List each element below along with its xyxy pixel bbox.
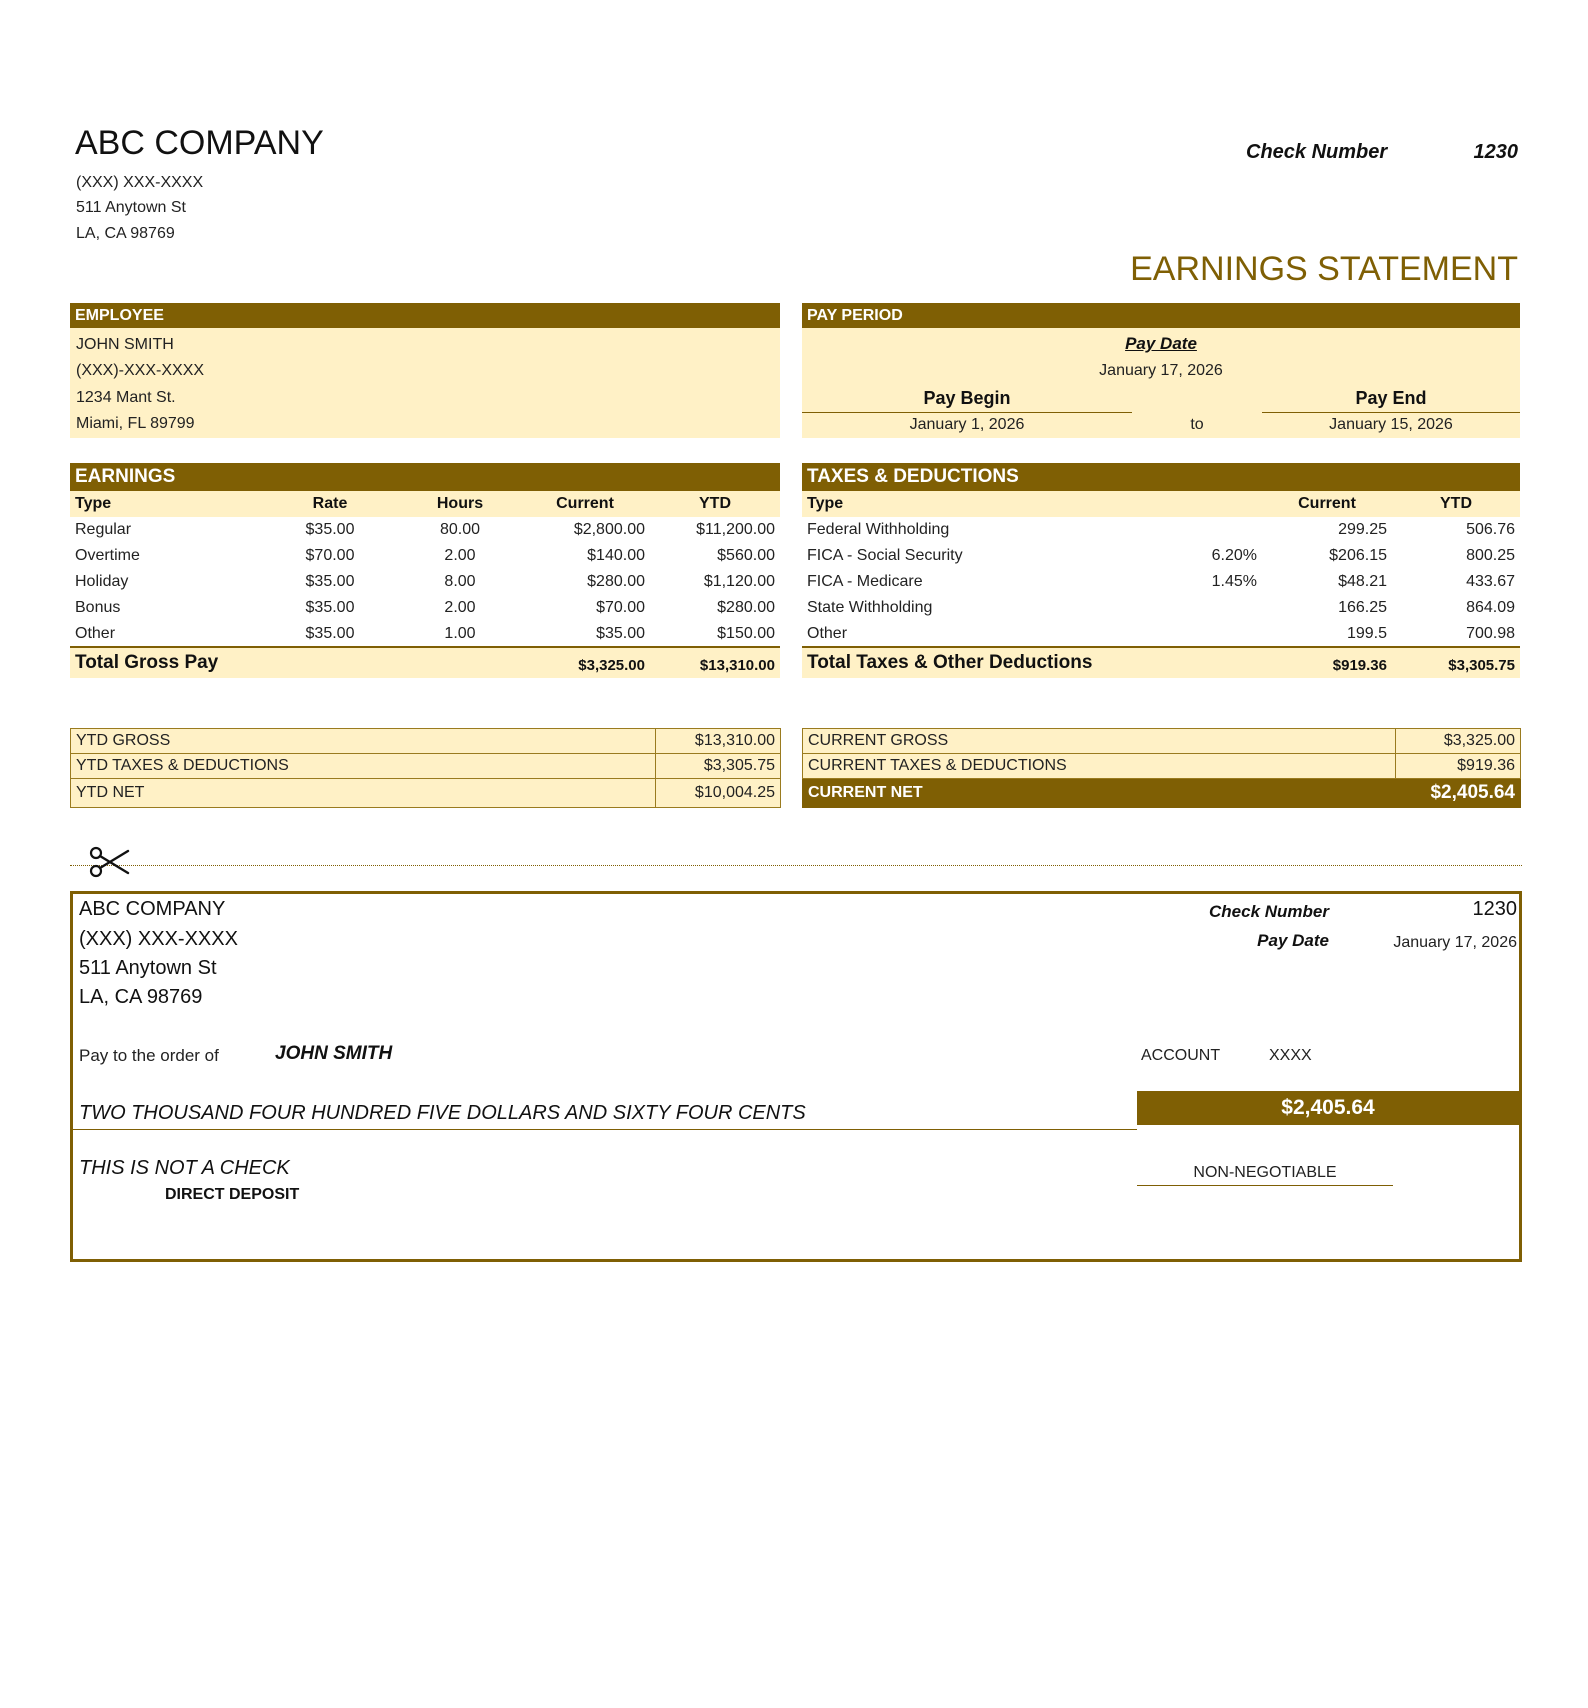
ytd-gross-row <box>71 729 781 754</box>
ytd-summary-table <box>70 728 781 808</box>
table-cell: 1.00 <box>444 624 476 642</box>
account-label: ACCOUNT <box>1141 1047 1221 1064</box>
current-gross-value: $3,325.00 <box>1396 729 1521 754</box>
non-negotiable: NON-NEGOTIABLE <box>1193 1164 1337 1181</box>
column-header: Type <box>75 495 112 512</box>
table-row <box>802 621 1520 647</box>
table-cell: 80.00 <box>439 521 481 538</box>
table-cell: Other <box>807 624 848 642</box>
table-cell: $280.00 <box>717 599 775 616</box>
ytd-net-label: YTD NET <box>71 779 656 808</box>
column-header: Hours <box>436 495 484 512</box>
ytd-gross-label: YTD GROSS <box>71 729 656 754</box>
check-number-label: Check Number <box>1246 141 1388 163</box>
table-cell: Federal Withholding <box>807 521 950 538</box>
pay-date-label: Pay Date <box>1125 334 1197 353</box>
company-city: LA, CA 98769 <box>76 225 175 242</box>
check-amount: $2,405.64 <box>1137 1091 1519 1125</box>
table-cell: 700.98 <box>1466 624 1515 642</box>
employee-panel <box>70 328 780 438</box>
table-cell: Overtime <box>75 547 140 564</box>
table-cell: 2.00 <box>444 547 476 564</box>
pay-period-to: to <box>1190 416 1204 433</box>
table-cell: 800.25 <box>1466 547 1515 564</box>
table-row <box>802 543 1520 569</box>
amount-in-words: TWO THOUSAND FOUR HUNDRED FIVE DOLLARS AND SIXTY FOUR CENTS <box>79 1102 806 1124</box>
pay-end-rule <box>1262 412 1520 413</box>
company-phone: (XXX) XXX-XXXX <box>76 174 204 191</box>
table-cell: Bonus <box>75 599 121 616</box>
column-header: YTD <box>1440 495 1472 512</box>
table-cell: $48.21 <box>1338 573 1387 590</box>
table-cell: $35.00 <box>305 599 355 616</box>
pay-end-value: January 15, 2026 <box>1329 416 1453 433</box>
column-header <box>1162 491 1262 517</box>
company-name: ABC COMPANY <box>75 124 324 162</box>
table-cell: 433.67 <box>1466 573 1515 590</box>
table-cell: 299.25 <box>1338 521 1387 538</box>
table-cell: $35.00 <box>305 521 355 538</box>
table-cell: 2.00 <box>444 599 476 616</box>
table-cell: $70.00 <box>305 547 355 564</box>
table-cell: Holiday <box>75 573 129 590</box>
table-cell: $206.15 <box>1329 547 1387 564</box>
check-pay-date-value: January 17, 2026 <box>1393 934 1517 951</box>
table-cell: 1.45% <box>1211 573 1257 590</box>
table-cell: 506.76 <box>1466 521 1515 538</box>
ytd-gross-value: $13,310.00 <box>656 729 781 754</box>
check-pay-date-label: Pay Date <box>1257 931 1329 950</box>
company-street: 511 Anytown St <box>76 199 186 216</box>
amount-words-rule <box>73 1129 1137 1130</box>
table-row <box>70 621 780 647</box>
table-row <box>802 595 1520 621</box>
ytd-taxes-row <box>71 754 781 779</box>
pay-to-label: Pay to the order of <box>79 1046 219 1065</box>
payee-name: JOHN SMITH <box>275 1043 393 1064</box>
table-cell: 8.00 <box>444 573 476 590</box>
employee-header: EMPLOYEE <box>70 303 780 328</box>
employee-street: 1234 Mant St. <box>76 389 176 406</box>
column-header: Rate <box>312 495 348 512</box>
ytd-taxes-value: $3,305.75 <box>656 754 781 779</box>
signature-line <box>1137 1185 1393 1186</box>
check-number-value: 1230 <box>1473 141 1518 163</box>
table-cell: $280.00 <box>587 573 645 590</box>
earnings-header-row <box>70 491 780 517</box>
total-gross-current: $3,325.00 <box>578 657 645 674</box>
scissors-icon <box>88 845 132 879</box>
earnings-total-row <box>70 647 780 678</box>
earnings-header: EARNINGS <box>70 463 780 491</box>
table-cell: $35.00 <box>596 624 645 642</box>
column-header: Type <box>807 495 844 512</box>
pay-date-value: January 17, 2026 <box>1099 362 1223 379</box>
total-gross-ytd: $13,310.00 <box>699 657 775 674</box>
table-row <box>802 569 1520 595</box>
table-cell: Other <box>75 624 116 642</box>
deductions-total-row <box>802 647 1520 678</box>
column-header: Current <box>1298 495 1356 512</box>
ytd-net-value: $10,004.25 <box>656 779 781 808</box>
table-cell: $2,800.00 <box>573 521 645 538</box>
account-value: XXXX <box>1269 1047 1312 1064</box>
table-cell: 166.25 <box>1338 599 1387 616</box>
check-company-street: 511 Anytown St <box>79 957 217 979</box>
check-company-city: LA, CA 98769 <box>79 986 203 1008</box>
table-row <box>70 569 780 595</box>
table-cell: $11,200.00 <box>696 521 775 538</box>
table-cell: FICA - Medicare <box>807 573 923 590</box>
total-deductions-ytd: $3,305.75 <box>1448 657 1515 674</box>
table-cell: 864.09 <box>1466 599 1515 616</box>
table-cell: $140.00 <box>587 547 645 564</box>
check-number-label-stub: Check Number <box>1209 902 1329 921</box>
pay-end-label: Pay End <box>1355 388 1427 408</box>
ytd-net-row <box>71 779 781 808</box>
employee-phone: (XXX)-XXX-XXXX <box>76 362 205 379</box>
deductions-table <box>802 491 1520 678</box>
current-gross-row <box>803 729 1521 754</box>
current-net-row <box>803 779 1521 808</box>
pay-begin-value: January 1, 2026 <box>909 416 1025 433</box>
table-cell: State Withholding <box>807 599 933 616</box>
direct-deposit: DIRECT DEPOSIT <box>165 1186 300 1203</box>
column-header: Current <box>556 495 614 512</box>
table-cell: 6.20% <box>1211 547 1257 564</box>
table-cell: Regular <box>75 521 132 538</box>
current-gross-label: CURRENT GROSS <box>803 729 1396 754</box>
earnings-table <box>70 491 780 678</box>
current-taxes-row <box>803 754 1521 779</box>
check-number-value-stub: 1230 <box>1472 898 1517 920</box>
employee-city: Miami, FL 89799 <box>76 415 195 432</box>
current-summary-table <box>802 728 1521 808</box>
total-gross-label: Total Gross Pay <box>75 652 219 673</box>
table-cell <box>1162 595 1262 621</box>
table-cell: $560.00 <box>717 547 775 564</box>
total-deductions-label: Total Taxes & Other Deductions <box>807 652 1093 673</box>
table-cell: FICA - Social Security <box>807 547 963 564</box>
current-taxes-label: CURRENT TAXES & DEDUCTIONS <box>803 754 1396 779</box>
check-company-name: ABC COMPANY <box>79 898 226 920</box>
table-cell: $70.00 <box>596 599 645 616</box>
pay-begin-label: Pay Begin <box>923 388 1011 408</box>
pay-period-panel <box>802 328 1520 438</box>
current-net-label: CURRENT NET <box>803 779 1396 808</box>
check-company-phone: (XXX) XXX-XXXX <box>79 928 238 950</box>
current-net-value: $2,405.64 <box>1396 779 1521 808</box>
table-row <box>70 543 780 569</box>
pay-period-header: PAY PERIOD <box>802 303 1520 328</box>
column-header: YTD <box>699 495 731 512</box>
not-a-check: THIS IS NOT A CHECK <box>79 1157 290 1179</box>
pay-begin-rule <box>802 412 1132 413</box>
table-cell: $1,120.00 <box>703 573 775 590</box>
employee-name: JOHN SMITH <box>76 336 174 353</box>
table-row <box>70 595 780 621</box>
total-deductions-current: $919.36 <box>1332 657 1387 674</box>
table-cell <box>1162 517 1262 543</box>
table-cell: $35.00 <box>305 573 355 590</box>
table-row <box>802 517 1520 543</box>
deductions-header: TAXES & DEDUCTIONS <box>802 463 1520 491</box>
cut-line <box>70 865 1522 866</box>
table-cell: 199.5 <box>1346 624 1387 642</box>
ytd-taxes-label: YTD TAXES & DEDUCTIONS <box>71 754 656 779</box>
deductions-header-row <box>802 491 1520 517</box>
table-cell <box>1162 621 1262 647</box>
current-taxes-value: $919.36 <box>1396 754 1521 779</box>
statement-title: EARNINGS STATEMENT <box>1130 250 1518 288</box>
check-stub <box>70 891 1522 1262</box>
table-cell: $35.00 <box>305 624 355 642</box>
table-row <box>70 517 780 543</box>
table-cell: $150.00 <box>717 624 775 642</box>
